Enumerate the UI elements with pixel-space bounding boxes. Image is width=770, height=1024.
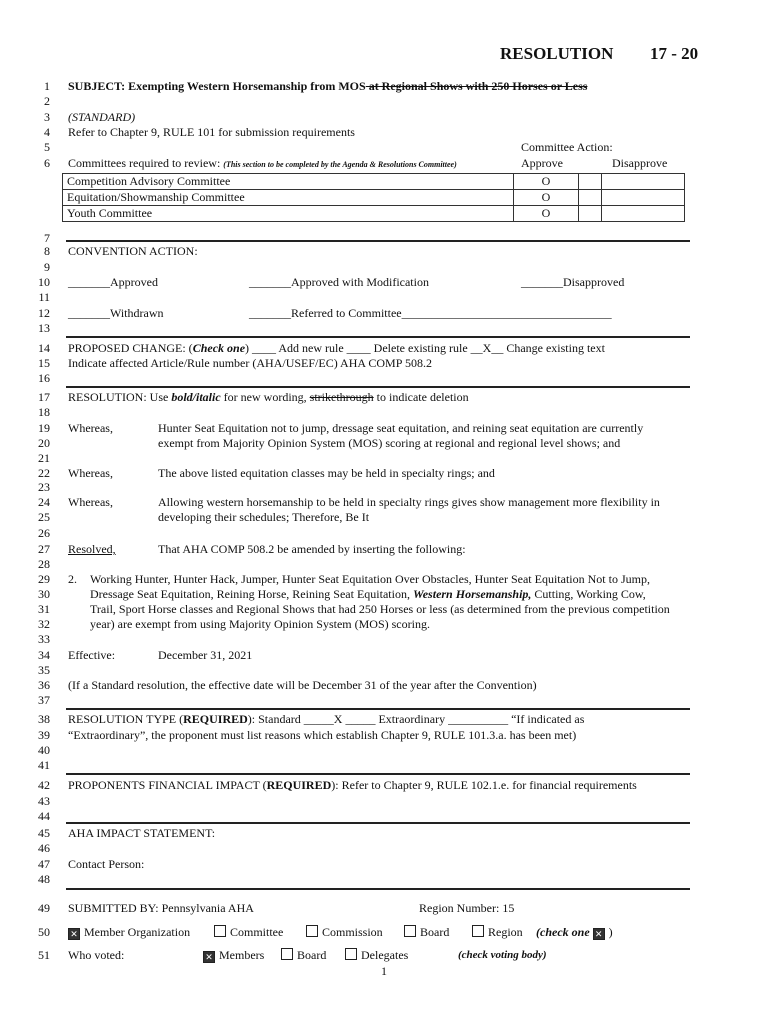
line-number: 9 [44, 260, 50, 274]
convention-action: CONVENTION ACTION: [68, 244, 198, 258]
checkbox-icon[interactable] [345, 948, 357, 960]
page-number: 1 [381, 964, 387, 978]
line-number: 1 [44, 79, 50, 93]
whereas-text: Allowing western horsemanship to be held in specialty rings gives show management more flexibility in [158, 495, 660, 509]
referred-option[interactable]: _______Referred to Committee___________________________________ [249, 306, 612, 320]
line-number: 13 [38, 321, 50, 335]
item-text: Trail, Sport Horse classes and Regional Shows that had 250 Horses or less (as determined from the previous competition [90, 602, 670, 616]
divider [66, 240, 690, 242]
whereas-text: exempt from Majority Opinion System (MOS) scoring at regional and regional level shows; and [158, 436, 621, 450]
financial-impact: PROPONENTS FINANCIAL IMPACT (REQUIRED): Refer to Chapter 9, RULE 102.1.e. for financial requirements [68, 778, 637, 792]
commission-option[interactable]: Commission [306, 925, 383, 940]
line-number: 27 [38, 542, 50, 556]
resolution-usage: RESOLUTION: Use bold/italic for new wording, strikethrough to indicate deletion [68, 390, 469, 404]
who-voted: Who voted: [68, 948, 125, 962]
line-number: 4 [44, 125, 50, 139]
line-number: 51 [38, 948, 50, 962]
disapprove-cell[interactable] [602, 206, 685, 222]
checked-box-icon: ✕ [593, 928, 605, 940]
line-number: 40 [38, 743, 50, 757]
committee-mark[interactable]: O [514, 206, 579, 222]
checkbox-icon[interactable] [306, 925, 318, 937]
committee-row [63, 190, 685, 206]
committee-name: Youth Committee [63, 206, 514, 222]
voters-board-option[interactable]: Board [281, 948, 326, 963]
blank-cell [579, 206, 602, 222]
line-number: 32 [38, 617, 50, 631]
effective-date: December 31, 2021 [158, 648, 253, 662]
blank-cell [579, 174, 602, 190]
resolution-number: 17 - 20 [650, 44, 699, 63]
region-number: Region Number: 15 [419, 901, 515, 915]
refer-text: Refer to Chapter 9, RULE 101 for submission requirements [68, 125, 355, 139]
line-number: 11 [38, 290, 50, 304]
divider [66, 822, 690, 824]
line-number: 49 [38, 901, 50, 915]
line-number: 15 [38, 356, 50, 370]
line-number: 5 [44, 140, 50, 154]
withdrawn-option[interactable]: _______Withdrawn [68, 306, 164, 320]
line-number: 19 [38, 421, 50, 435]
check-one-note: (check one ✕ ) [536, 925, 613, 939]
divider [66, 773, 690, 775]
line-number: 26 [38, 526, 50, 540]
line-number: 45 [38, 826, 50, 840]
line-number: 14 [38, 341, 50, 355]
line-number: 3 [44, 110, 50, 124]
line-number: 21 [38, 451, 50, 465]
submitted-by: SUBMITTED BY: Pennsylvania AHA [68, 901, 254, 915]
item-number: 2. [68, 572, 77, 586]
committee-option[interactable]: Committee [214, 925, 283, 940]
line-number: 46 [38, 841, 50, 855]
checked-box-icon[interactable]: ✕ [68, 928, 80, 940]
page-title: RESOLUTION [500, 44, 614, 63]
divider [66, 708, 690, 710]
line-number: 33 [38, 632, 50, 646]
line-number: 20 [38, 436, 50, 450]
line-number: 34 [38, 648, 50, 662]
line-number: 35 [38, 663, 50, 677]
committee-name: Competition Advisory Committee [63, 174, 514, 190]
disapprove-cell[interactable] [602, 190, 685, 206]
resolution-type-note: “Extraordinary”, the proponent must list reasons which establish Chapter 9, RULE 101.3.a. has been met) [68, 728, 577, 742]
committee-row [63, 174, 685, 190]
divider [66, 336, 690, 338]
checked-box-icon[interactable]: ✕ [203, 951, 215, 963]
approve-label: Approve [521, 156, 563, 170]
board-option[interactable]: Board [404, 925, 449, 940]
line-number: 8 [44, 244, 50, 258]
line-number: 44 [38, 809, 50, 823]
line-number: 16 [38, 371, 50, 385]
line-number: 31 [38, 602, 50, 616]
committee-row [63, 206, 685, 222]
checkbox-icon[interactable] [214, 925, 226, 937]
committees-required: Committees required to review: (This section to be completed by the Agenda & Resolutions Committee) [68, 156, 457, 170]
line-number: 17 [38, 390, 50, 404]
disapprove-cell[interactable] [602, 174, 685, 190]
line-number: 41 [38, 758, 50, 772]
divider [66, 888, 690, 890]
disapprove-label: Disapprove [612, 156, 668, 170]
impact-statement: AHA IMPACT STATEMENT: [68, 826, 216, 840]
committee-name: Equitation/Showmanship Committee [63, 190, 514, 206]
line-number: 48 [38, 872, 50, 886]
standard-label: (STANDARD) [68, 110, 136, 124]
delegates-option[interactable]: Delegates [345, 948, 408, 963]
line-number: 23 [38, 480, 50, 494]
whereas-text: The above listed equitation classes may be held in specialty rings; and [158, 466, 495, 480]
committee-mark[interactable]: O [514, 190, 579, 206]
line-number: 12 [38, 306, 50, 320]
standard-note: (If a Standard resolution, the effective date will be December 31 of the year after the Convention) [68, 678, 537, 692]
line-number: 22 [38, 466, 50, 480]
item-text: Working Hunter, Hunter Hack, Jumper, Hunter Seat Equitation Over Obstacles, Hunter Seat Equitation Not to Jump, [90, 572, 650, 586]
check-voting-note: (check voting body) [458, 949, 547, 961]
whereas-label: Whereas, [68, 421, 113, 435]
line-number: 30 [38, 587, 50, 601]
line-number: 47 [38, 857, 50, 871]
proposed-change: PROPOSED CHANGE: (Check one) ____ Add new rule ____ Delete existing rule __X__ Change existing text [68, 341, 605, 355]
line-number: 42 [38, 778, 50, 792]
checkbox-icon[interactable] [281, 948, 293, 960]
whereas-label: Whereas, [68, 495, 113, 509]
whereas-label: Whereas, [68, 466, 113, 480]
affected-rule: Indicate affected Article/Rule number (AHA/USEF/EC) AHA COMP 508.2 [68, 356, 432, 370]
line-number: 25 [38, 510, 50, 524]
contact-person: Contact Person: [68, 857, 145, 871]
committee-table [62, 173, 685, 222]
divider [66, 386, 690, 388]
line-number: 38 [38, 712, 50, 726]
whereas-text: Hunter Seat Equitation not to jump, dressage seat equitation, and reining seat equitation are currently [158, 421, 644, 435]
checkbox-icon[interactable] [404, 925, 416, 937]
resolution-type: RESOLUTION TYPE (REQUIRED): Standard _____X _____ Extraordinary __________ “If indicated as [68, 712, 585, 726]
whereas-text: developing their schedules; Therefore, Be It [158, 510, 370, 524]
line-number: 18 [38, 405, 50, 419]
line-number: 28 [38, 557, 50, 571]
line-number: 24 [38, 495, 50, 509]
line-number: 2 [44, 94, 50, 108]
approved-option[interactable]: _______Approved [68, 275, 158, 289]
line-number: 29 [38, 572, 50, 586]
resolved-label: Resolved, [68, 542, 116, 556]
member-org-option[interactable]: ✕ Member Organization [68, 925, 190, 940]
line-number: 50 [38, 925, 50, 939]
line-number: 7 [44, 231, 50, 245]
region-option[interactable]: Region [472, 925, 523, 940]
line-number: 36 [38, 678, 50, 692]
line-number: 10 [38, 275, 50, 289]
members-option[interactable]: ✕ Members [203, 948, 264, 963]
subject: SUBJECT: Exempting Western Horsemanship from MOS at Regional Shows with 250 Horses or Less [68, 79, 588, 93]
line-number: 39 [38, 728, 50, 742]
item-text: Dressage Seat Equitation, Reining Horse, Reining Seat Equitation, Western Horsemanship, Cutting, Working Cow, [90, 587, 646, 601]
approved-mod-option[interactable]: _______Approved with Modification [249, 275, 429, 289]
blank-cell [579, 190, 602, 206]
line-number: 6 [44, 156, 50, 170]
line-number: 37 [38, 693, 50, 707]
committee-mark[interactable]: O [514, 174, 579, 190]
checkbox-icon[interactable] [472, 925, 484, 937]
line-number: 43 [38, 794, 50, 808]
resolved-text: That AHA COMP 508.2 be amended by inserting the following: [158, 542, 466, 556]
item-text: year) are exempt from using Majority Opinion System (MOS) scoring. [90, 617, 430, 631]
effective-label: Effective: [68, 648, 116, 662]
disapproved-option[interactable]: _______Disapproved [521, 275, 625, 289]
committee-action-label: Committee Action: [521, 140, 613, 154]
